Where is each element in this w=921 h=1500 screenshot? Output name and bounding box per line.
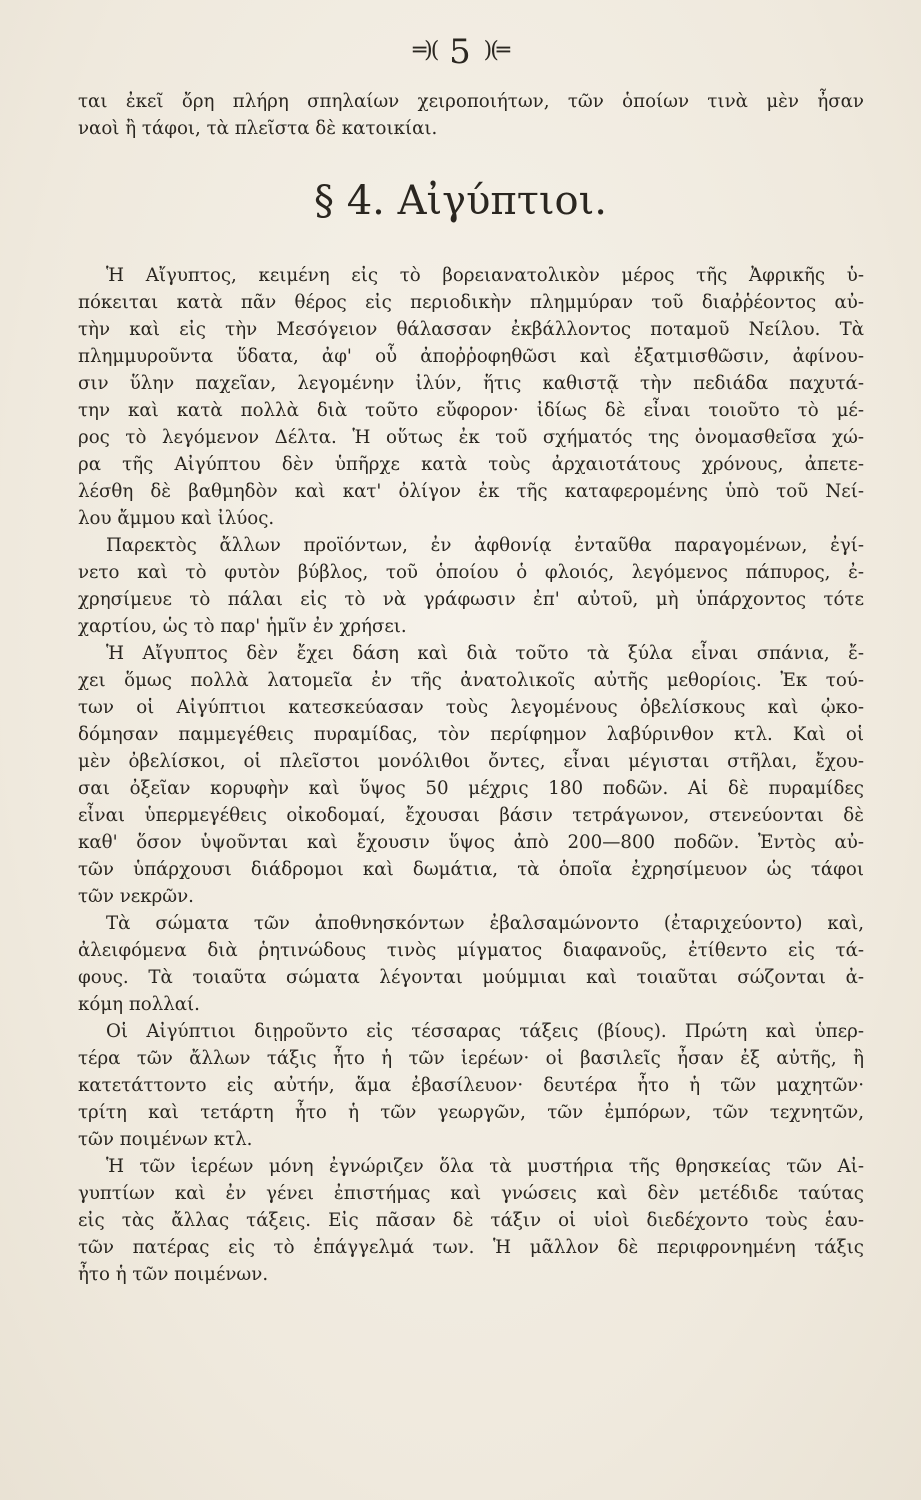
text-line: λου ἄμμου καὶ ἰλύος.: [78, 508, 275, 529]
text-line: νετο καὶ τὸ φυτὸν βύβλος, τοῦ ὁποίου ὁ φλοιός, λεγόμενος πάπυρος, ἐ-: [78, 562, 864, 583]
text-line: χαρτίου, ὡς τὸ παρ' ἡμῖν ἐν χρήσει.: [78, 616, 407, 637]
text-line: κόμη πολλαί.: [78, 994, 200, 1015]
text-line: την καὶ κατὰ πολλὰ διὰ τοῦτο εὔφορον· ἰδίως δὲ εἶναι τοιοῦτο τὸ μέ-: [78, 400, 864, 421]
intro-line: ται ἐκεῖ ὄρη πλήρη σπηλαίων χειροποιήτων, τῶν ὁποίων τινὰ μὲν ἦσαν: [78, 91, 864, 112]
text-line: τρίτη καὶ τετάρτη ἦτο ἡ τῶν γεωργῶν, τῶν ἐμπόρων, τῶν τεχνητῶν,: [78, 1102, 864, 1123]
text-line: τῶν ποιμένων κτλ.: [78, 1129, 253, 1150]
text-line: τῶν ὑπάρχουσι διάδρομοι καὶ δωμάτια, τὰ ὁποῖα ἐχρησίμευον ὡς τάφοι: [78, 859, 864, 880]
text-line: τῶν πατέρας εἰς τὸ ἐπάγγελμά των. Ἡ μᾶλλον δὲ περιφρονημένη τάξις: [78, 1237, 864, 1258]
text-line: πλημμυροῦντα ὕδατα, ἀφ' οὗ ἀποῤῥοφηθῶσι καὶ ἐξατμισθῶσιν, ἀφίνου-: [78, 346, 864, 367]
text-line: Τὰ σώματα τῶν ἀποθνησκόντων ἐβαλσαμώνοντο (ἐταριχεύοντο) καὶ,: [106, 913, 864, 934]
text-line: των οἱ Αἰγύπτιοι κατεσκεύασαν τοὺς λεγομένους ὀβελίσκους καὶ ᾠκο-: [78, 697, 864, 718]
text-line: μὲν ὀβελίσκοι, οἱ πλεῖστοι μονόλιθοι ὄντες, εἶναι μέγισται στῆλαι, ἔχου-: [78, 751, 864, 772]
text-line: Παρεκτὸς ἄλλων προϊόντων, ἐν ἀφθονίᾳ ἐνταῦθα παραγομένων, ἐγί-: [106, 535, 864, 556]
text-line: τῶν νεκρῶν.: [78, 886, 194, 907]
text-line: καθ' ὅσον ὑψοῦνται καὶ ἔχουσιν ὕψος ἀπὸ 200—800 ποδῶν. Ἐντὸς αὐ-: [78, 832, 864, 853]
text-line: κατετάττοντο εἰς αὐτήν, ἅμα ἐβασίλευον· δευτέρα ἦτο ἡ τῶν μαχητῶν·: [78, 1075, 864, 1096]
text-line: Οἱ Αἰγύπτιοι διῃροῦντο εἰς τέσσαρας τάξεις (βίους). Πρώτη καὶ ὑπερ-: [106, 1021, 864, 1042]
body-text: [78, 262, 864, 1288]
text-line: πόκειται κατὰ πᾶν θέρος εἰς περιοδικὴν πλημμύραν τοῦ διαῤῥέοντος αὐ-: [78, 292, 864, 313]
header-right-ornament: )(═: [483, 38, 509, 63]
intro-paragraph: [78, 88, 864, 142]
text-line: τέρα τῶν ἄλλων τάξις ἦτο ἡ τῶν ἱερέων· οἱ βασιλεῖς ἦσαν ἐξ αὐτῆς, ἢ: [78, 1048, 864, 1069]
text-line: φους. Τὰ τοιαῦτα σώματα λέγονται μούμμιαι καὶ τοιαῦται σώζονται ἀ-: [78, 967, 864, 988]
text-line: Ἡ Αἴγυπτος, κειμένη εἰς τὸ βορειανατολικὸν μέρος τῆς Ἀφρικῆς ὑ-: [106, 265, 864, 286]
text-line: ἦτο ἡ τῶν ποιμένων.: [78, 1264, 269, 1285]
text-line: σαι ὀξεῖαν κορυφὴν καὶ ὕψος 50 μέχρις 180 ποδῶν. Αἱ δὲ πυραμίδες: [78, 778, 864, 799]
text-line: ρα τῆς Αἰγύπτου δὲν ὑπῆρχε κατὰ τοὺς ἀρχαιοτάτους χρόνους, ἀπετε-: [78, 454, 864, 475]
text-line: δόμησαν παμμεγέθεις πυραμίδας, τὸν περίφημον λαβύρινθον κτλ. Καὶ οἱ: [78, 724, 864, 745]
intro-line: ναοὶ ἢ τάφοι, τὰ πλεῖστα δὲ κατοικίαι.: [78, 118, 438, 139]
text-line: λέσθη δὲ βαθμηδὸν καὶ κατ' ὀλίγον ἐκ τῆς καταφερομένης ὑπὸ τοῦ Νεί-: [78, 481, 864, 502]
page-number: 5: [449, 32, 472, 72]
text-line: ρος τὸ λεγόμενον Δέλτα. Ἡ οὕτως ἐκ τοῦ σχήματός της ὀνομασθεῖσα χώ-: [78, 427, 864, 448]
text-line: σιν ὕλην παχεῖαν, λεγομένην ἰλύν, ἥτις καθιστᾷ τὴν πεδιάδα παχυτά-: [78, 373, 864, 394]
text-line: τὴν καὶ εἰς τὴν Μεσόγειον θάλασσαν ἐκβάλλοντος ποταμοῦ Νείλου. Τὰ: [78, 319, 864, 340]
page-header: [0, 32, 921, 72]
section-title: § 4. Αἰγύπτιοι.: [314, 178, 607, 224]
text-line: εἶναι ὑπερμεγέθεις οἰκοδομαί, ἔχουσαι βάσιν τετράγωνον, στενεύονται δὲ: [78, 805, 864, 826]
text-line: Ἡ Αἴγυπτος δὲν ἔχει δάση καὶ διὰ τοῦτο τὰ ξύλα εἶναι σπάνια, ἔ-: [106, 643, 864, 664]
text-line: γυπτίων καὶ ἐν γένει ἐπιστήμας καὶ γνώσεις καὶ δὲν μετέδιδε ταύτας: [78, 1183, 864, 1204]
header-left-ornament: ═)(: [412, 38, 438, 63]
text-line: χρησίμευε τὸ πάλαι εἰς τὸ νὰ γράφωσιν ἐπ' αὐτοῦ, μὴ ὑπάρχοντος τότε: [78, 589, 864, 610]
text-line: Ἡ τῶν ἱερέων μόνη ἐγνώριζεν ὅλα τὰ μυστήρια τῆς θρησκείας τῶν Αἰ-: [106, 1156, 864, 1177]
text-line: χει ὅμως πολλὰ λατομεῖα ἐν τῆς ἀνατολικοῖς αὐτῆς μεθορίοις. Ἐκ τού-: [78, 670, 864, 691]
text-line: εἰς τὰς ἄλλας τάξεις. Εἰς πᾶσαν δὲ τάξιν οἱ υἱοὶ διεδέχοντο τοὺς ἑαυ-: [78, 1210, 864, 1231]
text-line: ἀλειφόμενα διὰ ῥητινώδους τινὸς μίγματος διαφανοῦς, ἐτίθεντο εἰς τά-: [78, 940, 864, 961]
